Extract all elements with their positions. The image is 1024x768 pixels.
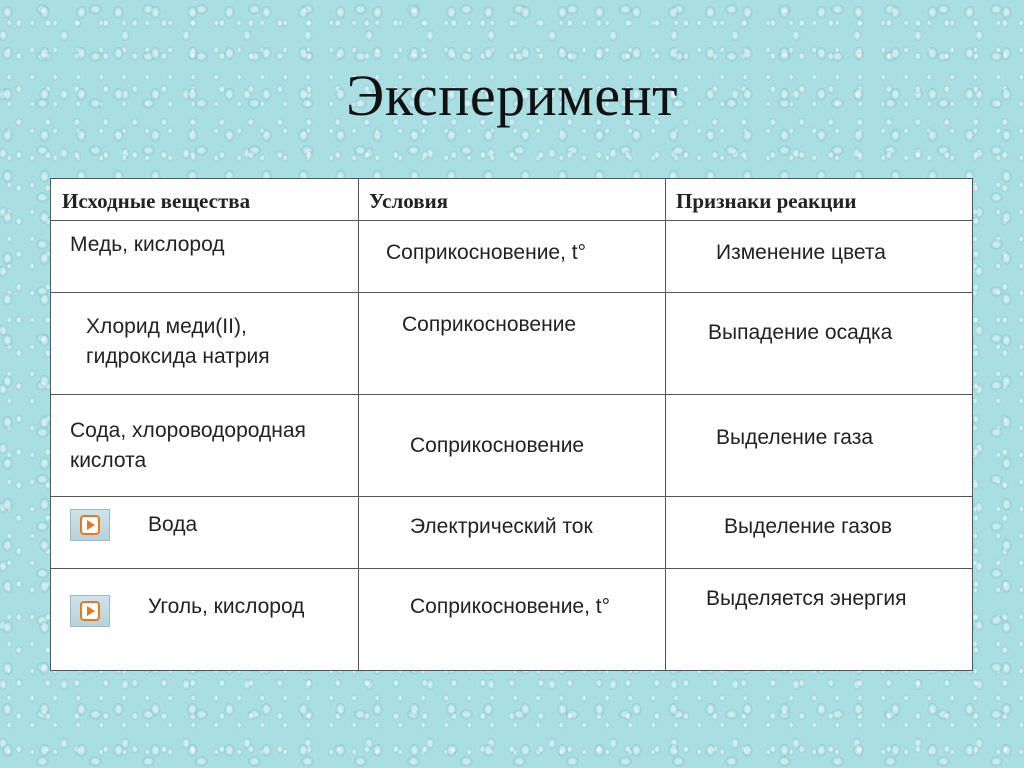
cell-conditions-4: Электрический ток [410, 515, 593, 538]
column-divider [665, 179, 666, 670]
cell-conditions-3: Соприкосновение [410, 434, 585, 457]
play-media-icon[interactable] [70, 509, 110, 541]
row-divider [51, 292, 972, 293]
cell-signs-1: Изменение цвета [716, 241, 886, 264]
row-divider [51, 568, 972, 569]
cell-conditions-2: Соприкосновение [402, 313, 577, 336]
cell-conditions-5: Соприкосновение, t° [410, 595, 611, 618]
play-icon [80, 515, 100, 535]
cell-substances-2: Хлорид меди(II), гидроксида натрия [86, 315, 270, 368]
cell-signs-5: Выделяется энергия [706, 587, 907, 610]
header-conditions: Условия [369, 189, 449, 213]
row-divider [51, 220, 972, 221]
column-divider [358, 179, 359, 670]
cell-substances-1: Медь, кислород [70, 233, 225, 256]
row-divider [51, 394, 972, 395]
play-media-icon[interactable] [70, 595, 110, 627]
cell-signs-2: Выпадение осадка [708, 321, 893, 344]
row-divider [51, 496, 972, 497]
page-title: Эксперимент [346, 63, 678, 128]
cell-substances-3: Сода, хлороводородная кислота [70, 419, 306, 472]
cell-conditions-1: Соприкосновение, t° [386, 241, 587, 264]
header-signs: Признаки реакции [676, 189, 857, 213]
play-icon [80, 601, 100, 621]
cell-signs-4: Выделение газов [724, 515, 892, 538]
cell-substances-4: Вода [148, 513, 198, 536]
cell-signs-3: Выделение газа [716, 426, 874, 449]
header-substances: Исходные вещества [62, 189, 251, 213]
cell-substances-5: Уголь, кислород [148, 595, 305, 618]
experiment-table [50, 178, 973, 671]
